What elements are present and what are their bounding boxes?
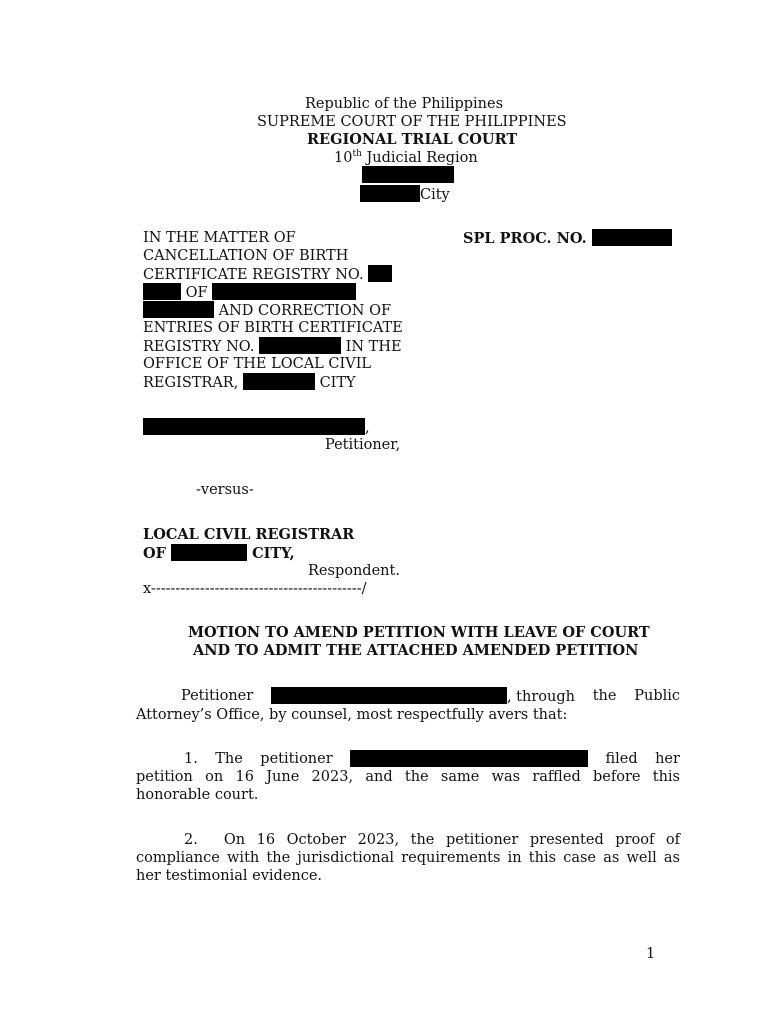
caption-line	[143, 337, 402, 356]
intro-line1	[136, 687, 680, 706]
body-text: the	[592, 688, 617, 704]
header-city	[360, 185, 450, 204]
paragraph-number: 2.	[184, 832, 198, 848]
caption-line	[143, 373, 356, 392]
header-supreme-court: SUPREME COURT OF THE PHILIPPINES	[257, 114, 567, 130]
paragraph-number: 1.	[184, 751, 198, 767]
caption-text: CITY	[319, 375, 356, 391]
versus-label: -versus-	[196, 482, 254, 498]
body-text: petitioner	[260, 751, 333, 767]
body-text: Petitioner	[181, 688, 254, 704]
redacted-block	[271, 687, 507, 704]
petitioner-comma: ,	[365, 420, 370, 436]
caption-text: OF	[185, 285, 208, 301]
caption-text: OF	[143, 545, 166, 562]
caption-line: IN THE MATTER OF	[143, 230, 296, 246]
caption-text: AND CORRECTION OF	[218, 303, 392, 319]
petitioner-name-line	[143, 418, 370, 437]
motion-title-line1: MOTION TO AMEND PETITION WITH LEAVE OF COURT	[188, 624, 650, 641]
header-republic: Republic of the Philippines	[305, 96, 504, 112]
redacted-block	[350, 750, 588, 767]
page-number: 1	[646, 946, 656, 962]
spl-proc-label: SPL PROC. NO.	[463, 230, 587, 247]
caption-line	[143, 301, 391, 320]
body-text: filed	[605, 751, 638, 767]
redacted-block	[360, 185, 420, 202]
caption-text: IN THE	[345, 339, 402, 355]
respondent-label: Respondent.	[308, 563, 400, 579]
intro-line2: Attorney’s Office, by counsel, most respectfully avers that:	[136, 707, 568, 723]
redacted-block	[143, 283, 181, 300]
body-text: her	[655, 751, 680, 767]
respondent-name-line1: LOCAL CIVIL REGISTRAR	[143, 526, 355, 543]
redacted-block	[212, 283, 356, 300]
city-label: City	[420, 187, 450, 203]
caption-text: REGISTRY NO.	[143, 339, 255, 355]
petitioner-label: Petitioner,	[325, 437, 401, 453]
p2-line1	[136, 831, 680, 849]
motion-title-line2: AND TO ADMIT THE ATTACHED AMENDED PETITION	[193, 642, 639, 659]
intro-paragraph	[136, 687, 680, 724]
p2-line2: compliance with the jurisdictional requirements in this case as well as	[136, 850, 680, 866]
p1-line2: petition on 16 June 2023, and the same was raffled before this	[136, 769, 680, 785]
redacted-block	[143, 301, 214, 318]
redacted-block	[171, 544, 247, 561]
p1-line3: honorable court.	[136, 787, 259, 803]
p1-line1	[136, 750, 680, 768]
redacted-block	[362, 166, 454, 183]
header-region	[334, 149, 478, 167]
spl-proc-number	[463, 229, 672, 248]
caption-line: ENTRIES OF BIRTH CERTIFICATE	[143, 320, 403, 336]
redacted-block	[143, 418, 365, 435]
caption-line	[143, 283, 356, 302]
body-text: Public	[634, 688, 680, 704]
region-number: 10	[334, 150, 353, 166]
caption-line: OFFICE OF THE LOCAL CIVIL	[143, 356, 372, 372]
caption-line: CANCELLATION OF BIRTH	[143, 248, 349, 264]
redacted-block	[368, 265, 392, 282]
caption-text: CERTIFICATE REGISTRY NO.	[143, 267, 364, 283]
paragraph-2	[136, 831, 680, 885]
paragraph-1	[136, 750, 680, 804]
body-text: On 16 October 2023, the petitioner presented proof of	[223, 832, 680, 848]
caption-text: CITY,	[252, 545, 295, 562]
redacted-block	[592, 229, 672, 246]
body-text: The	[215, 751, 243, 767]
redacted-block	[243, 373, 315, 390]
body-text: , through	[506, 689, 575, 705]
caption-text: REGISTRAR,	[143, 375, 239, 391]
caption-line	[143, 265, 392, 284]
p2-line3: her testimonial evidence.	[136, 868, 323, 884]
region-label: Judicial Region	[361, 150, 478, 166]
redacted-block	[259, 337, 341, 354]
region-suffix: th	[352, 149, 362, 159]
respondent-name-line2	[143, 544, 295, 563]
caption-divider: x-------------------------------------------/	[143, 581, 367, 597]
header-rtc: REGIONAL TRIAL COURT	[307, 131, 518, 148]
